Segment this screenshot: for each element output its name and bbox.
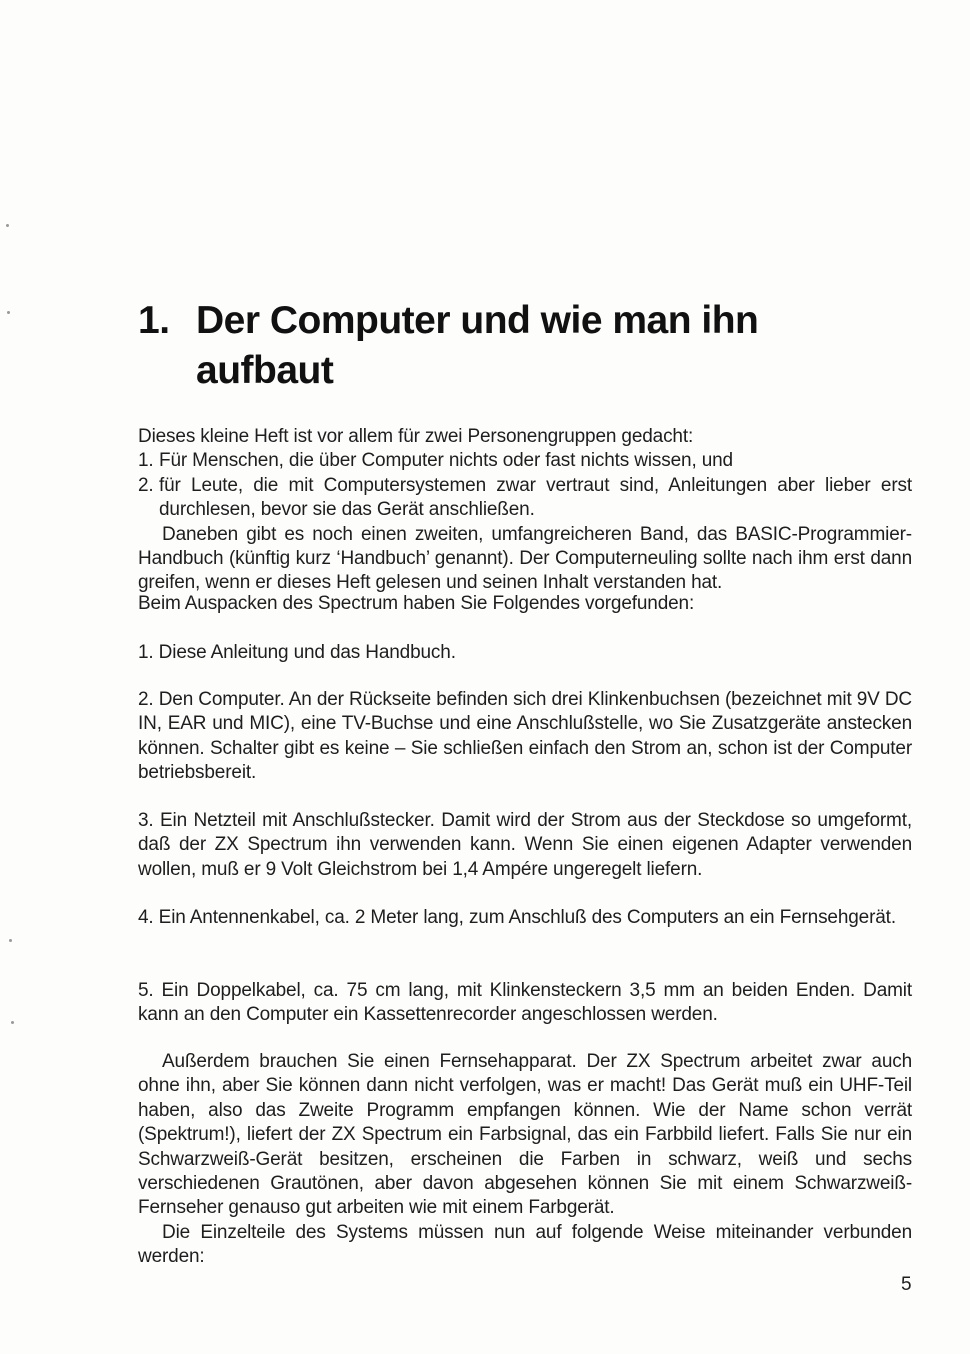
group-item (138, 474, 912, 523)
unpacking-lead: Beim Auspacken des Spectrum haben Sie Folgendes vorgefunden: (138, 593, 695, 614)
unpacking-item-text: 2. Den Computer. An der Rückseite befinden sich drei Klinkenbuchsen (bezeichnet mit 9V DC IN, EAR und MIC), eine TV-Buchse und eine Anschlußstelle, wo Sie Zusatzgeräte anstecken können. Schalter gibt es keine – Sie schließen einfach den Strom an, schon ist der Computer betriebsbereit. (138, 689, 912, 784)
scan-speck (9, 939, 12, 942)
unpacking-item (138, 809, 912, 882)
group-text: für Leute, die mit Computersystemen zwar vertraut sind, Anleitungen aber lieber erst durchlesen, bevor sie das Gerät anschließen. (159, 474, 912, 521)
unpacking-item-text: 3. Ein Netzteil mit Anschlußstecker. Damit wird der Strom aus der Steckdose so umgeformt, daß der ZX Spectrum ihn verwenden kann. Wenn Sie einen eigenen Adapter verwenden wollen, muß er 9 Volt Gleichstrom bei 1,4 Ampére ungeregelt liefern. (138, 810, 912, 880)
page-number: 5 (901, 1274, 912, 1295)
chapter-title-line1: Der Computer und wie man ihn (196, 299, 759, 342)
unpacking-item (138, 688, 912, 786)
chapter-number: 1. (138, 299, 170, 342)
second-volume-paragraph: Daneben gibt es noch einen zweiten, umfangreicheren Band, das BASIC-Programmier-Handbuch (künftig kurz ‘Handbuch’ genannt). Der Computerneuling sollte nach ihm erst dann greifen, wenn er dieses Heft gelesen und seinen Inhalt verstanden hat. (138, 523, 912, 594)
scan-speck (11, 1021, 14, 1024)
unpacking-lead-block (138, 592, 912, 616)
tv-section (138, 1050, 912, 1270)
unpacking-item-text: 5. Ein Doppelkabel, ca. 75 cm lang, mit Klinkensteckern 3,5 mm an beiden Enden. Damit kann an den Computer ein Kassettenrecorder angeschlossen werden. (138, 980, 912, 1026)
unpacking-item (138, 979, 912, 1028)
tv-paragraph: Außerdem brauchen Sie einen Fernsehapparat. Der ZX Spectrum arbeitet zwar auch ohne ihn, aber Sie können dann nicht verfolgen, was er macht! Das Gerät muß ein UHF-Teil haben, also das Zweite Programm empfangen können. Wie der Name schon verrät (Spektrum!), liefert der ZX Spectrum ein Farbsignal, das ein Farbbild liefert. Falls Sie nur ein Schwarzweiß-Gerät besitzen, erscheinen die Farben in schwarz, weiß und sechs verschiedenen Grautönen, aber davon abgesehen können Sie mit einem Schwarzweiß-Fernseher genauso gut arbeiten wie mit einem Farbgerät. (138, 1051, 912, 1219)
group-text: Für Menschen, die über Computer nichts oder fast nichts wissen, und (159, 450, 733, 472)
group-number: 1. (138, 450, 154, 472)
group-number: 2. (138, 474, 154, 496)
intro-lead: Dieses kleine Heft ist vor allem für zwei Personengruppen gedacht: (138, 426, 694, 447)
chapter-title-line2: aufbaut (196, 349, 334, 392)
unpacking-item (138, 641, 912, 665)
intro-section (138, 425, 912, 596)
chapter-heading (138, 296, 898, 396)
closing-paragraph: Die Einzelteile des Systems müssen nun auf folgende Weise miteinander verbunden werden: (138, 1221, 912, 1268)
group-item (138, 449, 912, 473)
scan-speck (6, 224, 9, 227)
scan-speck (7, 311, 10, 314)
unpacking-item-text: 4. Ein Antennenkabel, ca. 2 Meter lang, zum Anschluß des Computers an ein Fernsehgerät. (138, 907, 896, 928)
unpacking-item (138, 906, 912, 930)
unpacking-item-text: 1. Diese Anleitung und das Handbuch. (138, 642, 456, 663)
